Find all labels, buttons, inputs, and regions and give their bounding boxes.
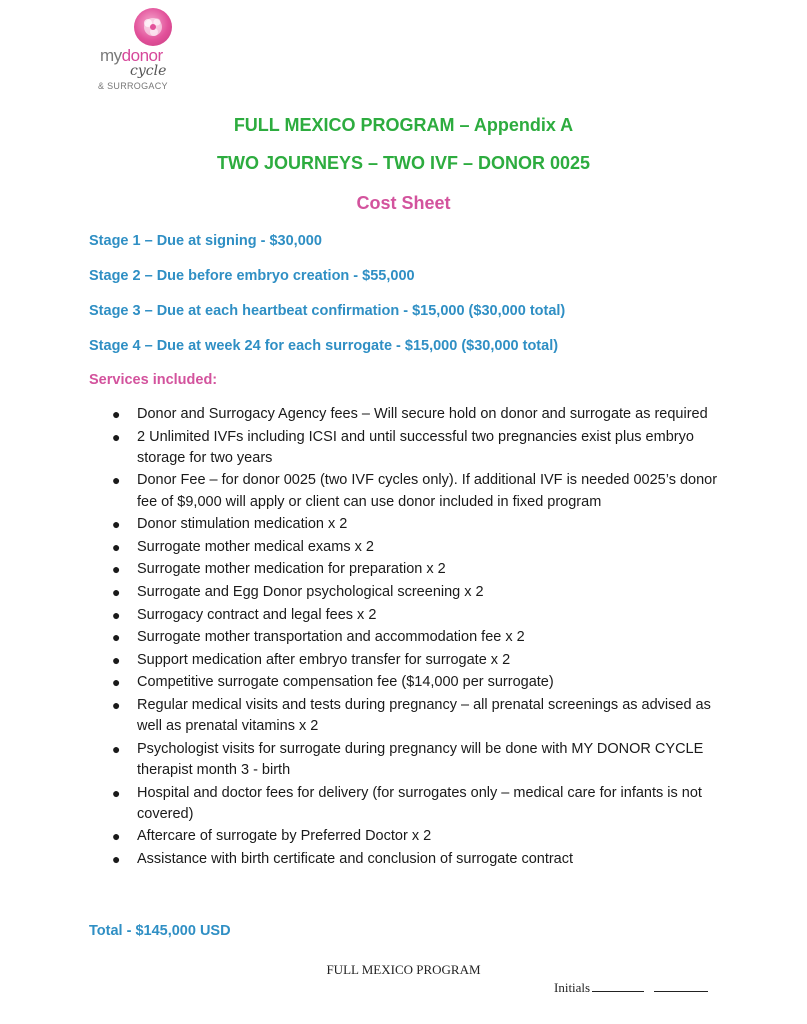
list-item — [110, 470, 720, 512]
bullet-icon: ● — [112, 606, 121, 623]
bullet-icon: ● — [112, 428, 121, 445]
list-item-text: Psychologist visits for surrogate during pregnancy will be done with MY DONOR CYCLE therapist month 3 - birth — [137, 740, 704, 778]
total-amount: Total - $145,000 USD — [89, 923, 231, 939]
bullet-icon: ● — [112, 740, 121, 757]
list-item-text: Surrogacy contract and legal fees x 2 — [137, 606, 377, 623]
list-item — [110, 849, 720, 870]
bullet-icon: ● — [112, 561, 121, 578]
list-item-text: Assistance with birth certificate and conclusion of surrogate contract — [137, 850, 574, 867]
list-item-text: Donor stimulation medication x 2 — [137, 516, 348, 533]
list-item — [110, 514, 720, 535]
list-item-text: Regular medical visits and tests during pregnancy – all prenatal screenings as advised as well as prenatal vitamins x 2 — [137, 696, 711, 735]
list-item — [110, 672, 720, 693]
bullet-icon: ● — [112, 472, 121, 489]
cost-sheet-title: Cost Sheet — [356, 193, 451, 213]
logo-word-cycle: cycle — [130, 63, 167, 79]
initials-label: Initials — [554, 980, 591, 995]
bullet-icon: ● — [112, 516, 121, 533]
initials-blank-1 — [592, 981, 644, 992]
logo-word-my: my — [100, 46, 122, 65]
services-heading: Services included: — [89, 372, 218, 388]
list-item-text: Donor and Surrogacy Agency fees – Will secure hold on donor and surrogate as required — [137, 406, 708, 422]
initials-field — [554, 980, 708, 996]
stage-2: Stage 2 – Due before embryo creation - $55,000 — [89, 268, 415, 284]
list-item — [110, 404, 720, 425]
bullet-icon: ● — [112, 850, 121, 867]
bullet-icon: ● — [112, 583, 121, 600]
list-item-text: Surrogate mother medical exams x 2 — [137, 538, 374, 555]
bullet-icon: ● — [112, 406, 121, 422]
list-item-text: Surrogate and Egg Donor psychological screening x 2 — [137, 583, 484, 600]
footer-program: FULL MEXICO PROGRAM — [326, 962, 481, 977]
list-item-text: Hospital and doctor fees for delivery (for surrogates only – medical care for infants is not covered) — [137, 784, 702, 822]
bullet-icon: ● — [112, 784, 121, 801]
list-item-text: Aftercare of surrogate by Preferred Doctor x 2 — [137, 828, 432, 845]
list-item — [110, 783, 720, 825]
list-item — [110, 427, 720, 469]
list-item — [110, 739, 720, 781]
flower-logo-icon — [134, 8, 172, 46]
list-item-text: Surrogate mother transportation and accommodation fee x 2 — [137, 629, 525, 646]
logo-tagline: & SURROGACY — [98, 81, 168, 91]
list-item — [110, 650, 720, 671]
bullet-icon: ● — [112, 651, 121, 668]
list-item — [110, 537, 720, 558]
list-item — [110, 559, 720, 580]
list-item — [110, 826, 720, 847]
list-item — [110, 695, 720, 737]
bullet-icon: ● — [112, 674, 121, 691]
list-item — [110, 605, 720, 626]
list-item-text: Support medication after embryo transfer for surrogate x 2 — [137, 651, 511, 668]
list-item-text: Surrogate mother medication for preparation x 2 — [137, 561, 446, 578]
logo-word-donor: donor — [121, 46, 163, 65]
bullet-icon: ● — [112, 629, 121, 646]
list-item — [110, 627, 720, 648]
list-item — [110, 582, 720, 603]
bullet-icon: ● — [112, 828, 121, 845]
list-item-text: Donor Fee – for donor 0025 (two IVF cycles only). If additional IVF is needed 0025’s donor fee of $9,000 will apply or client can use donor included in fixed program — [137, 472, 718, 510]
services-list — [110, 404, 720, 872]
list-item-text: Competitive surrogate compensation fee ($14,000 per surrogate) — [137, 674, 554, 691]
document-title: FULL MEXICO PROGRAM – Appendix A — [233, 115, 574, 135]
company-logo — [96, 8, 188, 90]
stage-4: Stage 4 – Due at week 24 for each surrogate - $15,000 ($30,000 total) — [89, 338, 559, 354]
bullet-icon: ● — [112, 696, 121, 713]
bullet-icon: ● — [112, 538, 121, 555]
document-subtitle: TWO JOURNEYS – TWO IVF – DONOR 0025 — [216, 153, 591, 173]
stage-3: Stage 3 – Due at each heartbeat confirmation - $15,000 ($30,000 total) — [89, 303, 566, 319]
stage-1: Stage 1 – Due at signing - $30,000 — [89, 233, 322, 249]
initials-blank-2 — [654, 981, 708, 992]
list-item-text: 2 Unlimited IVFs including ICSI and until successful two pregnancies exist plus embryo storage for two years — [137, 428, 694, 466]
